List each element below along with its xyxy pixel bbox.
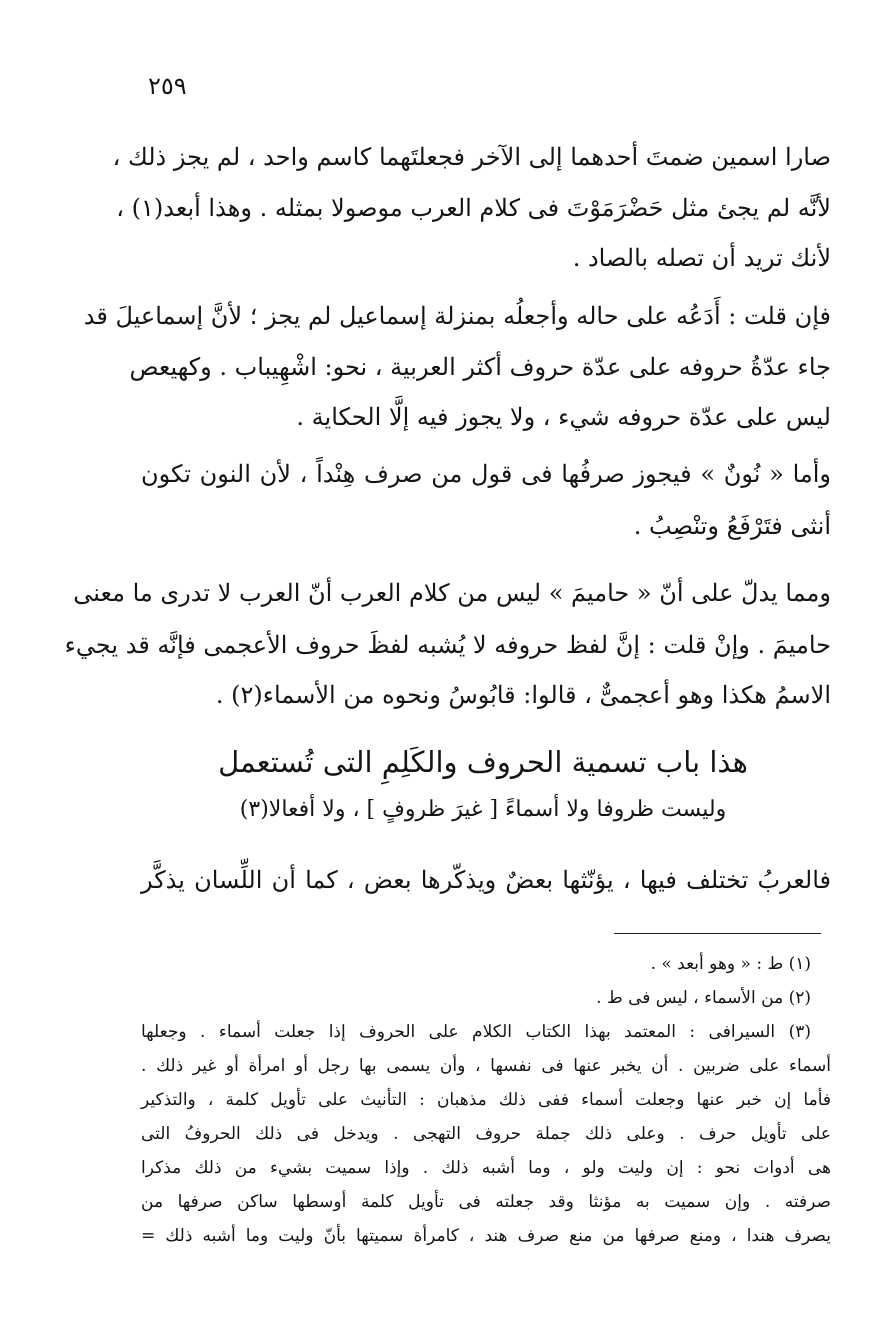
body-line: جاء عدّةُ حروفه على عدّة حروف أكثر العربية ، نحو: اشْهِيباب . وكهيعص [129, 353, 831, 381]
footnote-line: يصرف هندا ، ومنع صرفها من منع صرف هند ، كامرأة سميتها بأنّ وليت وما أشبه ذلك = [141, 1226, 831, 1246]
footnote: (١) ط : « وهو أبعد » . [650, 954, 811, 974]
footnote: (٣) السيرافى : المعتمد بهذا الكتاب الكلام على الحروف إذا جعلت أسماء . وجعلها [141, 1022, 811, 1042]
chapter-subheading: وليست ظروفا ولا أسماءً [ غيرَ ظروفٍ ] ، ولا أفعالا(٣) [239, 797, 727, 822]
footnote: (٢) من الأسماء ، ليس فى ط . [596, 988, 811, 1008]
body-line: لأنك تريد أن تصله بالصاد . [572, 244, 831, 272]
footnote-rule [614, 933, 821, 934]
body-line: حاميمَ . وإنْ قلت : إنَّ لفظ حروفه لا يُشبه لفظَ حروف الأعجمى فإنَّه قد يجيء [64, 631, 831, 659]
body-line: وأما « نُونٌ » فيجوز صرفُها فى قول من صرف هِنْداً ، لأن النون تكون [141, 460, 831, 488]
footnote-line: أسماء على ضربين . أن يخبر عنها فى نفسها ، وأن يسمى بها رجل أو امرأة أو غير ذلك . [141, 1056, 831, 1076]
body-line: صارا اسمين ضمتَ أحدهما إلى الآخر فجعلتَهما كاسم واحد ، لم يجز ذلك ، [112, 143, 831, 171]
footnote-line: صرفته . وإن سميت به مؤنثا وقد جعلته فى تأويل كلمة أوسطها ساكن صرفها من [141, 1192, 831, 1212]
body-line: فإن قلت : أَدَعُه على حاله وأجعلُه بمنزلة إسماعيل لم يجز ؛ لأنَّ إسماعيلَ قد [83, 302, 831, 330]
body-line: ليس على عدّة حروفه شيء ، ولا يجوز فيه إلَّا الحكاية . [296, 403, 831, 431]
footnote-line: فأما إن خبر عنها وجعلت أسماء ففى ذلك مذهبان : التأنيث على تأويل كلمة ، والتذكير [141, 1090, 831, 1110]
footnote-line: على تأويل حرف . وعلى ذلك جملة حروف التهجى . ويدخل فى ذلك الحروفُ التى [141, 1124, 831, 1144]
body-line: أنثى فتَرْفَعُ وتنْصِبُ . [633, 512, 831, 540]
page-number: ٢٥٩ [148, 72, 187, 100]
footnote-line: هى أدوات نحو : إن وليت ولو ، وما أشبه ذلك . وإذا سميت بشيء من ذلك مذكرا [141, 1158, 831, 1178]
body-line: لأنَّه لم يجئ مثل حَضْرَمَوْتَ فى كلام العرب موصولا بمثله . وهذا أبعد(١) ، [116, 194, 831, 222]
body-line: فالعربُ تختلف فيها ، يؤنّثها بعضٌ ويذكّرها بعض ، كما أن اللِّسان يذكَّر [141, 866, 831, 894]
body-line: الاسمُ هكذا وهو أعجمىٌّ ، قالوا: قابُوسُ ونحوه من الأسماء(٢) . [215, 681, 831, 709]
body-line: ومما يدلّ على أنّ « حاميمَ » ليس من كلام العرب أنّ العرب لا تدرى ما معنى [73, 579, 831, 607]
chapter-heading: هذا باب تسمية الحروف والكَلِمِ التى تُستعمل [218, 745, 748, 779]
